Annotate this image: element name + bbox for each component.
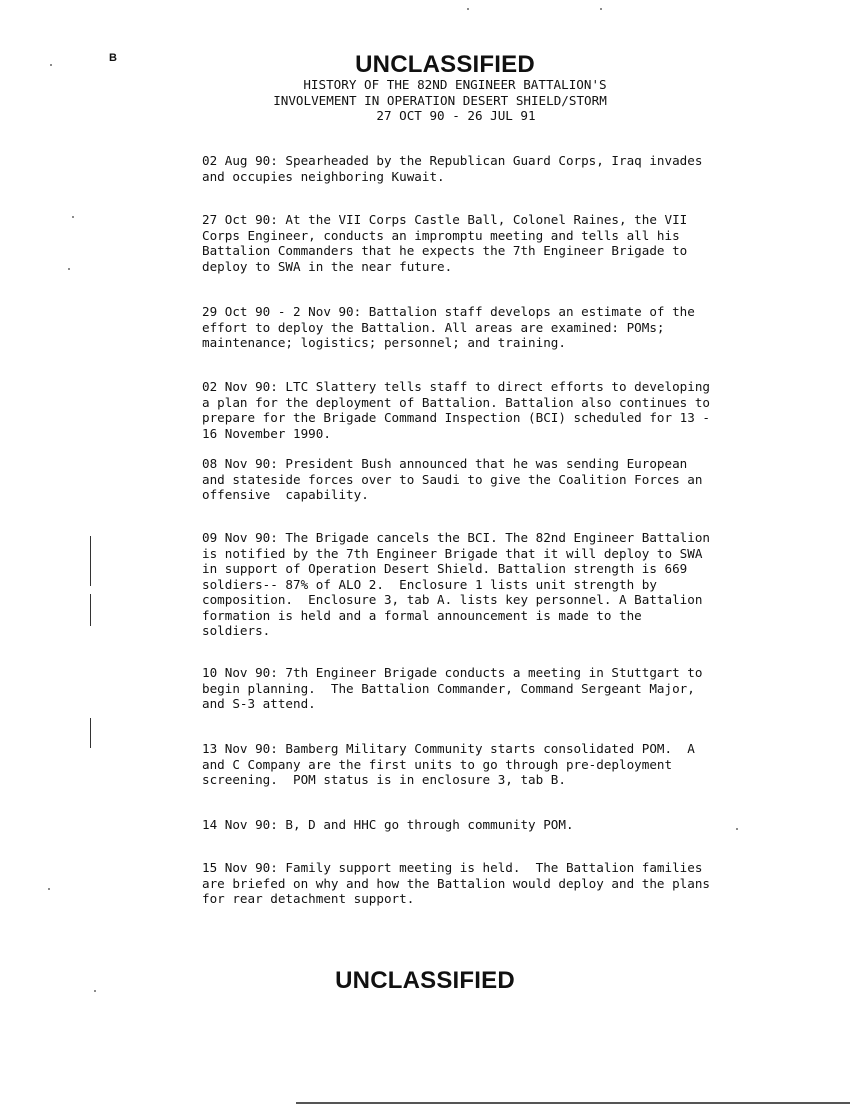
title-line-1: HISTORY OF THE 82ND ENGINEER BATTALION'S (303, 77, 607, 92)
document-title (0, 77, 850, 124)
scan-speck (50, 64, 52, 66)
classification-footer: UNCLASSIFIED (335, 967, 515, 994)
chronology-entry: 15 Nov 90: Family support meeting is held. The Battalion families are briefed on why and how the Battalion would deploy and the plans for rear detachment support. (202, 860, 710, 906)
classification-header: UNCLASSIFIED (355, 51, 535, 78)
title-line-3: 27 OCT 90 - 26 JUL 91 (376, 108, 536, 123)
chronology-entry: 08 Nov 90: President Bush announced that he was sending European and stateside forces over to Saudi to give the Coalition Forces an offensive capability. (202, 456, 703, 502)
scan-speck (467, 8, 469, 10)
scan-speck (736, 828, 738, 830)
chronology-entry: 10 Nov 90: 7th Engineer Brigade conducts a meeting in Stuttgart to begin planning. The Battalion Commander, Command Sergeant Major, and S-3 attend. (202, 665, 703, 711)
page-corner-mark: B (109, 52, 117, 64)
revision-bar (90, 594, 91, 626)
chronology-entry: 02 Nov 90: LTC Slattery tells staff to direct efforts to developing a plan for the deployment of Battalion. Battalion also continues to prepare for the Brigade Command Inspection (BCI) scheduled for 13 - 16 November 1990. (202, 379, 710, 441)
chronology-entry: 02 Aug 90: Spearheaded by the Republican Guard Corps, Iraq invades and occupies neighboring Kuwait. (202, 153, 703, 184)
title-line-2: INVOLVEMENT IN OPERATION DESERT SHIELD/STORM (273, 92, 607, 108)
revision-bar (90, 536, 91, 586)
chronology-entry: 14 Nov 90: B, D and HHC go through community POM. (202, 817, 574, 832)
chronology-entry: 27 Oct 90: At the VII Corps Castle Ball, Colonel Raines, the VII Corps Engineer, conducts an impromptu meeting and tells all his Battalion Commanders that he expects the 7th Engineer Brigade to deploy to SWA in the near future. (202, 212, 688, 274)
scan-speck (48, 888, 50, 890)
scan-speck (600, 8, 602, 10)
scan-speck (68, 268, 70, 270)
chronology-entry: 13 Nov 90: Bamberg Military Community starts consolidated POM. A and C Company are the first units to go through pre-deployment screening. POM status is in enclosure 3, tab B. (202, 741, 695, 787)
scan-speck (72, 216, 74, 218)
page-bottom-rule (296, 1102, 850, 1104)
chronology-entry: 29 Oct 90 - 2 Nov 90: Battalion staff develops an estimate of the effort to deploy the Battalion. All areas are examined: POMs; maintenance; logistics; personnel; and training. (202, 304, 695, 350)
chronology-entry: 09 Nov 90: The Brigade cancels the BCI. The 82nd Engineer Battalion is notified by the 7th Engineer Brigade that it will deploy to SWA in support of Operation Desert Shield. Battalion strength is 669 soldiers-- 87% of ALO 2. Enclosure 1 lists unit strength by composition. Enclosure 3, tab A. lists key personnel. A Battalion formation is held and a formal announcement is made to the soldiers. (202, 530, 710, 638)
revision-bar (90, 718, 91, 748)
